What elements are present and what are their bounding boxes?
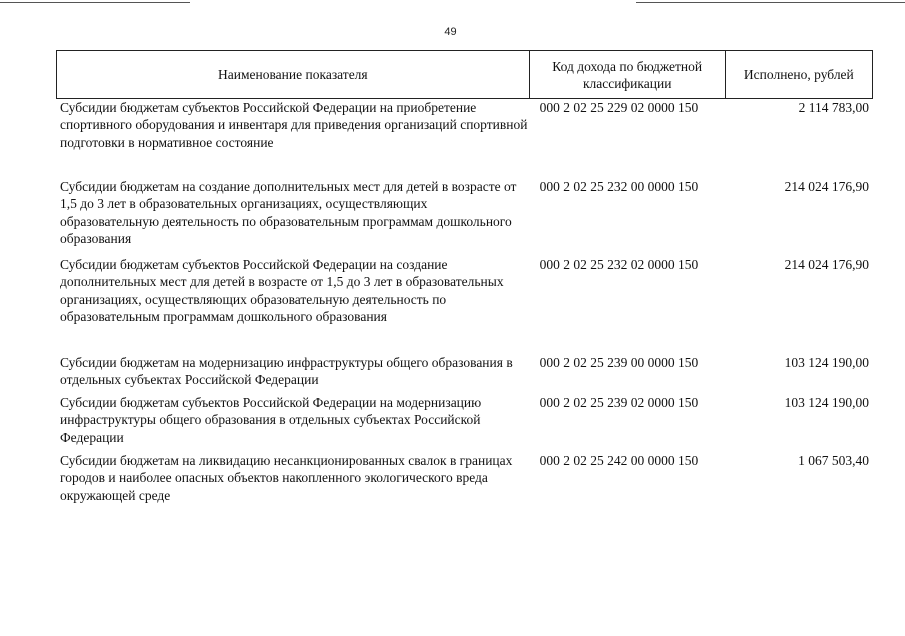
header-amount: Исполнено, рублей (725, 51, 872, 98)
row-code: 000 2 02 25 242 00 0000 150 (539, 453, 699, 468)
row-name: Субсидии бюджетам субъектов Российской Федерации на модернизацию инфраструктуры общего образования в отдельных субъектах Российской Федерации (60, 395, 482, 445)
header-code (529, 51, 725, 98)
table-row (56, 394, 873, 452)
scan-artifact-line (0, 2, 190, 3)
row-amount: 103 124 190,00 (784, 395, 870, 410)
table-row (56, 354, 873, 394)
row-amount: 103 124 190,00 (784, 355, 870, 370)
row-code: 000 2 02 25 229 02 0000 150 (539, 100, 699, 115)
header-name: Наименование показателя (218, 67, 368, 82)
header-code-label: Код дохода по бюджетной классификации (552, 58, 703, 91)
revenue-table (56, 50, 873, 512)
row-name: Субсидии бюджетам на создание дополнительных мест для детей в возрасте от 1,5 до 3 лет в образовательных организациях, осуществляющих образовательную деятельность по образовательным программам дошкольного образования (60, 179, 517, 246)
table-row (56, 99, 873, 178)
table-row (56, 178, 873, 256)
row-code: 000 2 02 25 239 02 0000 150 (539, 395, 699, 410)
row-name: Субсидии бюджетам на ликвидацию несанкционированных свалок в границах городов и наиболее опасных объектов накопленного экологического вреда окружающей среде (60, 453, 513, 503)
row-name: Субсидии бюджетам на модернизацию инфраструктуры общего образования в отдельных субъектах Российской Федерации (60, 355, 513, 388)
row-amount: 214 024 176,90 (784, 179, 870, 194)
row-amount: 214 024 176,90 (784, 257, 870, 272)
scan-artifact-line-right (636, 2, 905, 3)
table-row (56, 452, 873, 512)
page-number: 49 (444, 26, 457, 38)
row-amount: 1 067 503,40 (798, 453, 870, 468)
table-row (56, 256, 873, 354)
row-code: 000 2 02 25 232 02 0000 150 (539, 257, 699, 272)
row-name: Субсидии бюджетам субъектов Российской Федерации на создание дополнительных мест для детей в возрасте от 1,5 до 3 лет в образовательных организациях, осуществляющих образовательную деятельность по образовательным программам дошкольного образования (60, 257, 504, 324)
row-amount: 2 114 783,00 (798, 100, 870, 115)
table-header (56, 50, 873, 99)
row-code: 000 2 02 25 239 00 0000 150 (539, 355, 699, 370)
row-name: Субсидии бюджетам субъектов Российской Федерации на приобретение спортивного оборудования и инвентаря для приведения организаций спортивной подготовки в нормативное состояние (60, 100, 528, 150)
row-code: 000 2 02 25 232 00 0000 150 (539, 179, 699, 194)
